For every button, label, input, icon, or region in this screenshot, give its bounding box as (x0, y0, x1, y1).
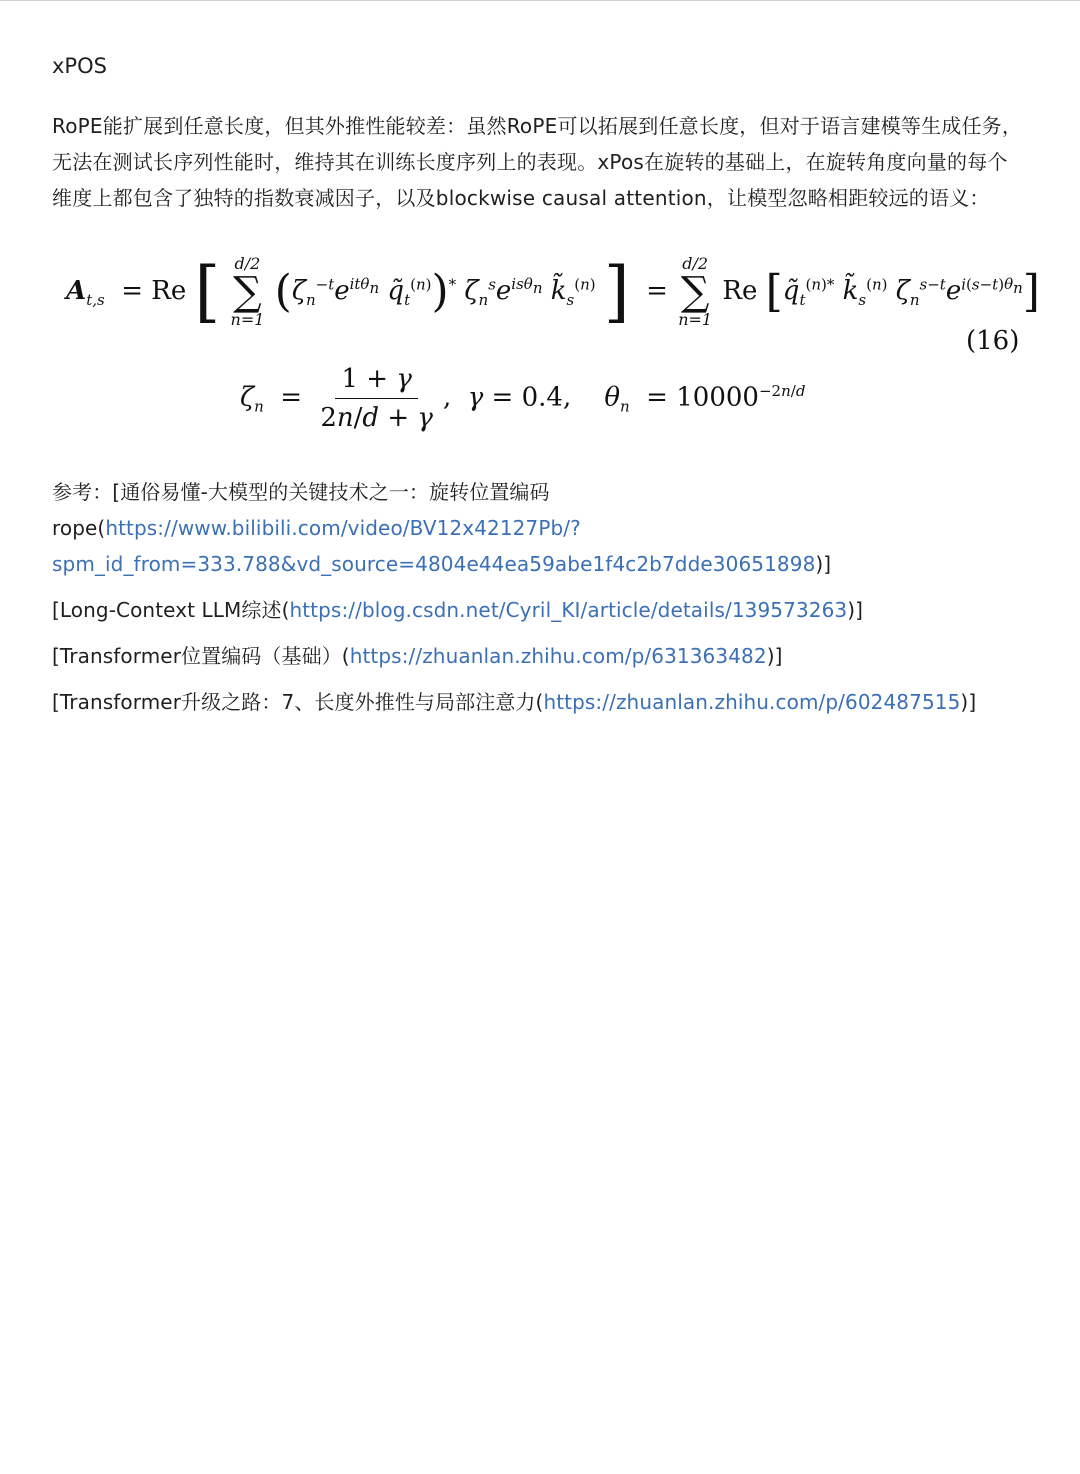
reference-prefix: [Transformer升级之路：7、长度外推性与局部注意力( (52, 690, 544, 714)
intro-paragraph: RoPE能扩展到任意长度，但其外推性能较差：虽然RoPE可以拓展到任意长度，但对于语言建模等生成任务，无法在测试长序列性能时，维持其在训练长度序列上的表现。xPos在旋转的基础上，在旋转角度向量的每个维度上都包含了独特的指数衰减因子，以及blockwise causal attention，让模型忽略相距较远的语义： (52, 114, 1023, 210)
top-divider (0, 0, 1080, 1)
reference-item (52, 638, 1027, 674)
references-list (52, 474, 1027, 720)
reference-suffix: )] (847, 598, 864, 622)
reference-item (52, 474, 1027, 582)
zeta-definition: $\zeta_n$ = $\frac{1 + \gamma}{2n/d + \gamma}$ , γ = 0.4, $\theta_n = 10000^{-2n/d}$ (240, 364, 806, 433)
reference-prefix: [Long-Context LLM综述( (52, 598, 290, 622)
xpos-equation (52, 246, 1040, 456)
reference-suffix: )] (815, 552, 832, 576)
article-body (52, 48, 1040, 730)
reference-link[interactable]: https://blog.csdn.net/Cyril_KI/article/details/139573263 (289, 598, 848, 622)
attention-formula: $A_{t,s} = Re$ [ d/2 ∑ n=1 ($\zeta_n^{-t}e^{it\theta_n}$ $q̃_t^{(n)})^*$ $\zeta_n^se^{is\theta_n}$ $k̃_s^{(n)}$ ] = d/2 ∑ n=1 Re [$q̃_t^{(n)*}$ $k̃_s^{(n)}$ $\zeta_n^{s-t}e^{i(s-t)\theta_n}$] (66, 253, 1040, 330)
gamma-value: 0.4 (521, 382, 563, 413)
reference-link[interactable]: https://zhuanlan.zhihu.com/p/602487515 (543, 690, 961, 714)
reference-prefix: [Transformer位置编码（基础）( (52, 644, 350, 668)
reference-link[interactable]: https://zhuanlan.zhihu.com/p/631363482 (349, 644, 767, 668)
reference-suffix: )] (960, 690, 977, 714)
reference-item (52, 592, 1027, 628)
section-heading: xPOS (52, 54, 107, 78)
reference-item (52, 684, 1027, 720)
equation-number: (16) (966, 326, 1020, 356)
theta-base: 10000 (676, 382, 759, 413)
reference-suffix: )] (766, 644, 783, 668)
reference-prefix: 参考：[通俗易懂-大模型的关键技术之一：旋转位置编码 rope( (52, 480, 550, 540)
reference-link[interactable]: https://www.bilibili.com/video/BV12x42127Pb/?spm_id_from=333.788&vd_source=4804e44ea59abe1f4c2b7dde30651898 (52, 516, 816, 576)
